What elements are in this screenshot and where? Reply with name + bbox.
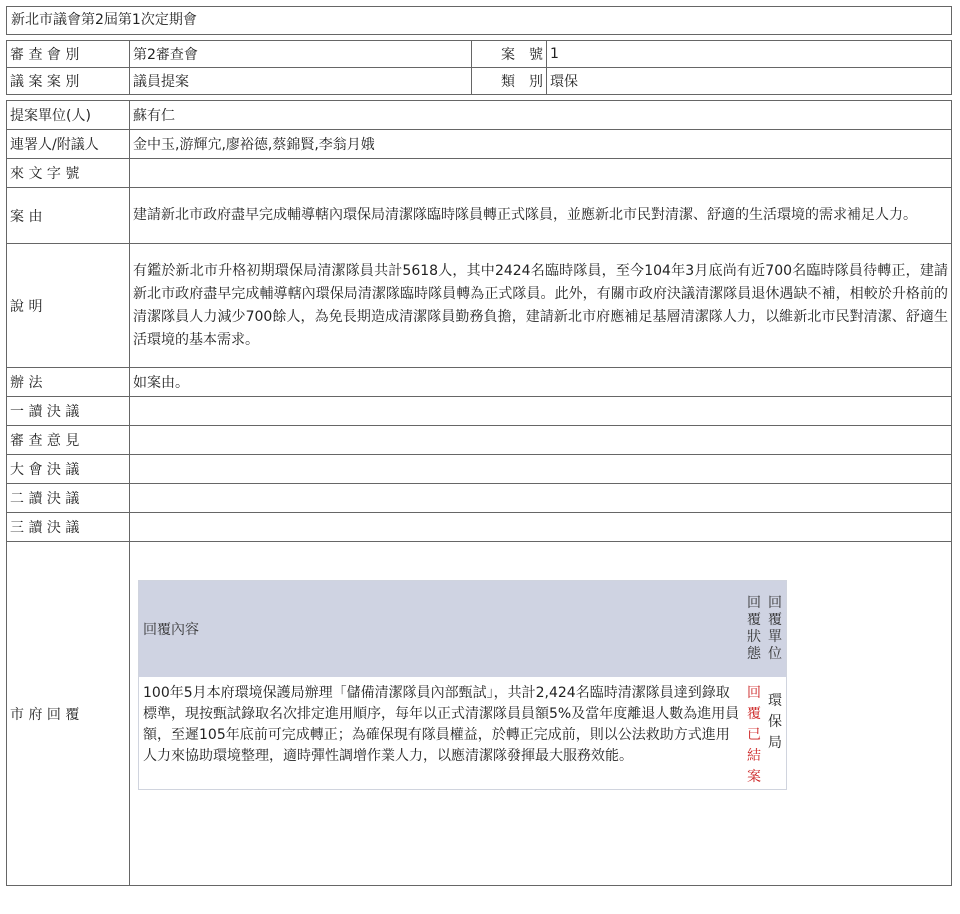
third-reading-label: 三 讀 決 議: [7, 513, 130, 542]
session-title: 新北市議會第2屆第1次定期會: [6, 6, 952, 35]
review-opinion-value: [130, 426, 952, 455]
review-committee-value: 第2審查會: [130, 41, 472, 68]
case-no-label: 案 號: [472, 41, 547, 68]
gov-reply-label: 市 府 回 覆: [7, 542, 130, 886]
second-reading-value: [130, 484, 952, 513]
case-category-label: 議 案 案 別: [7, 68, 130, 95]
table-row: [139, 677, 786, 794]
review-opinion-label: 審 查 意 見: [7, 426, 130, 455]
doc-no-label: 來 文 字 號: [7, 159, 130, 188]
third-reading-value: [130, 513, 952, 542]
reply-unit: 環保局: [768, 693, 782, 751]
first-reading-value: [130, 397, 952, 426]
case-category-value: 議員提案: [130, 68, 472, 95]
proposer-value: 蘇有仁: [130, 101, 952, 130]
reason-label: 案 由: [7, 188, 130, 244]
category-label: 類 別: [472, 68, 547, 95]
gov-reply-panel: [138, 580, 787, 790]
general-assembly-value: [130, 455, 952, 484]
review-committee-label: 審 查 會 別: [7, 41, 130, 68]
first-reading-label: 一 讀 決 議: [7, 397, 130, 426]
case-header-table: [6, 40, 952, 95]
explanation-label: 說 明: [7, 244, 130, 368]
cosigners-label: 連署人/附議人: [7, 130, 130, 159]
explanation-value: 有鑑於新北市升格初期環保局清潔隊員共計5618人，其中2424名臨時隊員，至今104年3月底尚有近700名臨時隊員待轉正，建請新北市政府盡早完成輔導轄內環保局清潔隊臨時隊員轉為正式隊員。此外，有關市政府決議清潔隊員退休遇缺不補，相較於升格前的清潔隊員人力減少700餘人，為免長期造成清潔隊員勤務負擔，建請新北市府應補足基層清潔隊人力，以維新北市民對清潔、舒適生活環境的基本需求。: [130, 244, 952, 368]
reply-status: 回覆已結案: [747, 685, 761, 785]
proposer-label: 提案單位(人): [7, 101, 130, 130]
reply-content-header: 回覆內容: [139, 581, 744, 677]
second-reading-label: 二 讀 決 議: [7, 484, 130, 513]
cosigners-value: 金中玉,游輝宂,廖裕德,蔡錦賢,李翁月娥: [130, 130, 952, 159]
general-assembly-label: 大 會 決 議: [7, 455, 130, 484]
reason-value: 建請新北市政府盡早完成輔導轄內環保局清潔隊臨時隊員轉正式隊員，並應新北市民對清潔、舒適的生活環境的需求補足人力。: [130, 188, 952, 244]
reply-content: 100年5月本府環境保護局辦理「儲備清潔隊員內部甄試」，共計2,424名臨時清潔隊員達到錄取標準，現按甄試錄取名次排定進用順序，每年以正式清潔隊員員額5%及當年度離退人數為進用員額，至遲105年底前可完成轉正；為確保現有隊員權益，於轉正完成前，則以公法救助方式進用人力來協助環境整理，適時彈性調增作業人力，以應清潔隊發揮最大服務效能。: [143, 685, 740, 764]
doc-no-value: [130, 159, 952, 188]
reply-status-header: 回覆狀態: [744, 581, 764, 677]
case-no-value: 1: [547, 41, 952, 68]
reply-unit-header: 回覆單位: [764, 581, 786, 677]
method-label: 辦 法: [7, 368, 130, 397]
category-value: 環保: [547, 68, 952, 95]
reply-header-row: [139, 581, 786, 677]
reply-table: [139, 581, 786, 794]
method-value: 如案由。: [130, 368, 952, 397]
